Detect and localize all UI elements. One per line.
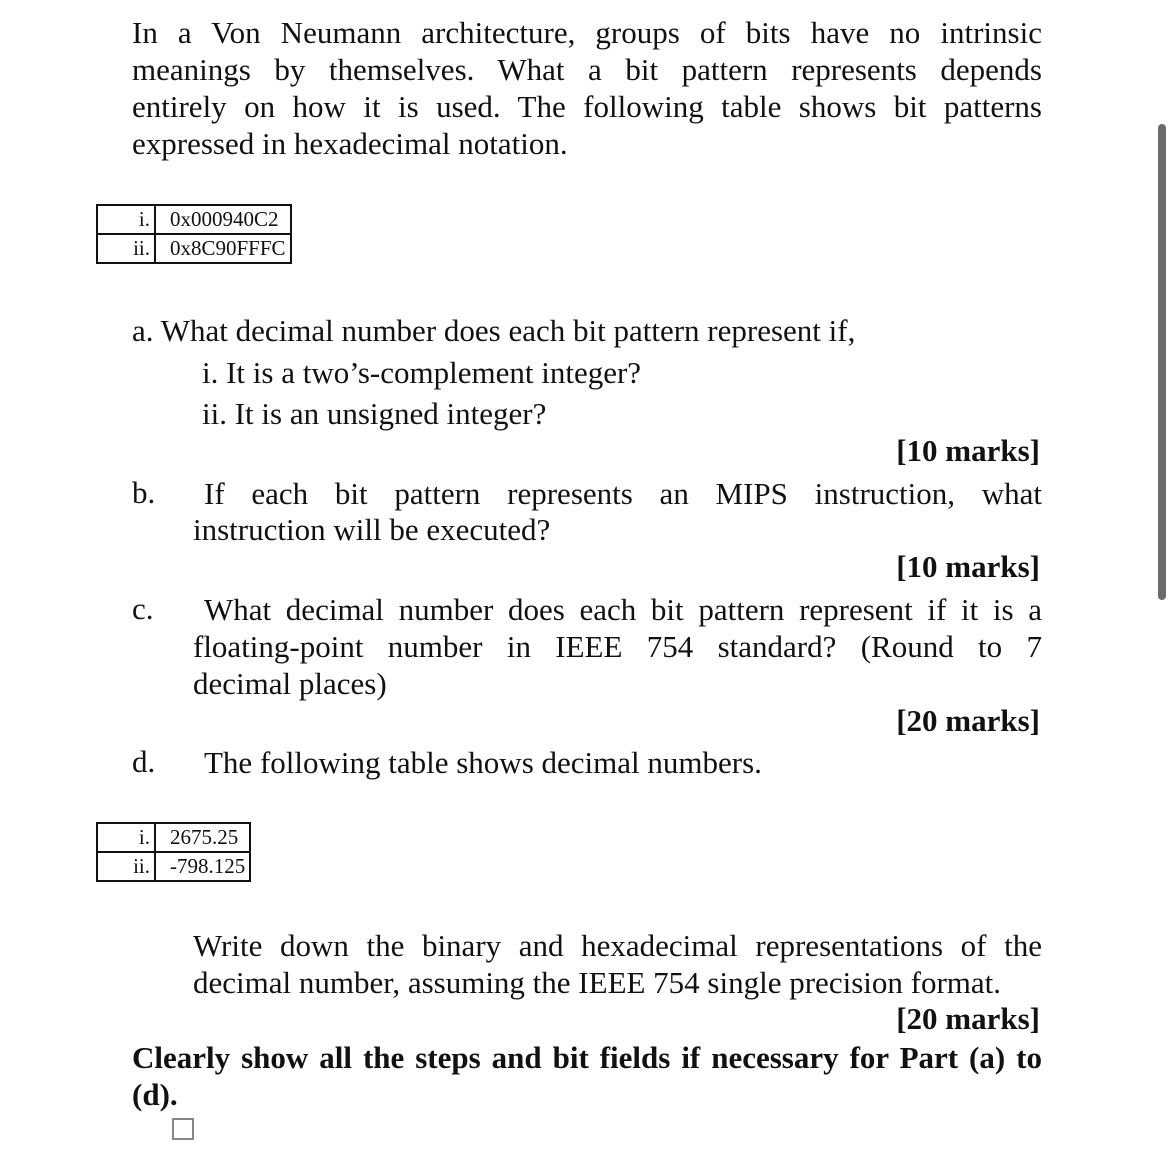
intro-line: meanings by themselves. What a bit pattern represents depends (132, 52, 1042, 87)
table-row (97, 852, 250, 881)
hex-patterns-table (96, 204, 292, 264)
table-row (97, 234, 291, 263)
part-a-marks: [10 marks] (896, 433, 1040, 468)
part-c-line: What decimal number does each bit pattern represent if it is a (204, 592, 1042, 627)
part-c-label: c. (132, 591, 154, 626)
hex-value: 0x000940C2 (155, 205, 291, 234)
part-b-marks: [10 marks] (896, 549, 1040, 584)
row-index: ii. (97, 234, 155, 263)
table-row (97, 823, 250, 852)
part-d-line: The following table shows decimal numbers. (204, 745, 762, 780)
part-d-label: d. (132, 744, 156, 779)
row-index: i. (97, 823, 155, 852)
scrollbar-thumb[interactable] (1158, 124, 1166, 600)
row-index: i. (97, 205, 155, 234)
decimal-value: 2675.25 (155, 823, 250, 852)
decimal-value: -798.125 (155, 852, 250, 881)
answer-checkbox[interactable] (172, 1118, 194, 1140)
part-b-label: b. (132, 475, 156, 510)
table-row (97, 205, 291, 234)
decimal-numbers-table (96, 822, 251, 882)
part-a-question: a. What decimal number does each bit pattern represent if, (132, 313, 856, 348)
footer-instruction: (d). (132, 1077, 178, 1112)
hex-value: 0x8C90FFFC (155, 234, 291, 263)
part-a-sub-ii: ii. It is an unsigned integer? (202, 396, 547, 431)
part-d-instruction-line: Write down the binary and hexadecimal representations of the (193, 928, 1042, 963)
intro-line: In a Von Neumann architecture, groups of bits have no intrinsic (132, 15, 1042, 50)
part-c-marks: [20 marks] (896, 703, 1040, 738)
part-c-line: decimal places) (193, 666, 387, 701)
intro-line: entirely on how it is used. The following table shows bit patterns (132, 89, 1042, 124)
intro-paragraph (132, 14, 1042, 162)
part-c-line: floating-point number in IEEE 754 standard? (Round to 7 (193, 629, 1042, 664)
part-d-marks: [20 marks] (896, 1001, 1040, 1036)
row-index: ii. (97, 852, 155, 881)
part-b-line: instruction will be executed? (193, 512, 551, 547)
footer-instruction: Clearly show all the steps and bit fields if necessary for Part (a) to (132, 1040, 1042, 1075)
part-b-line: If each bit pattern represents an MIPS instruction, what (204, 476, 1042, 511)
part-d-instruction-line: decimal number, assuming the IEEE 754 single precision format. (193, 965, 1001, 1000)
part-a-sub-i: i. It is a two’s-complement integer? (202, 355, 642, 390)
intro-line: expressed in hexadecimal notation. (132, 126, 568, 161)
